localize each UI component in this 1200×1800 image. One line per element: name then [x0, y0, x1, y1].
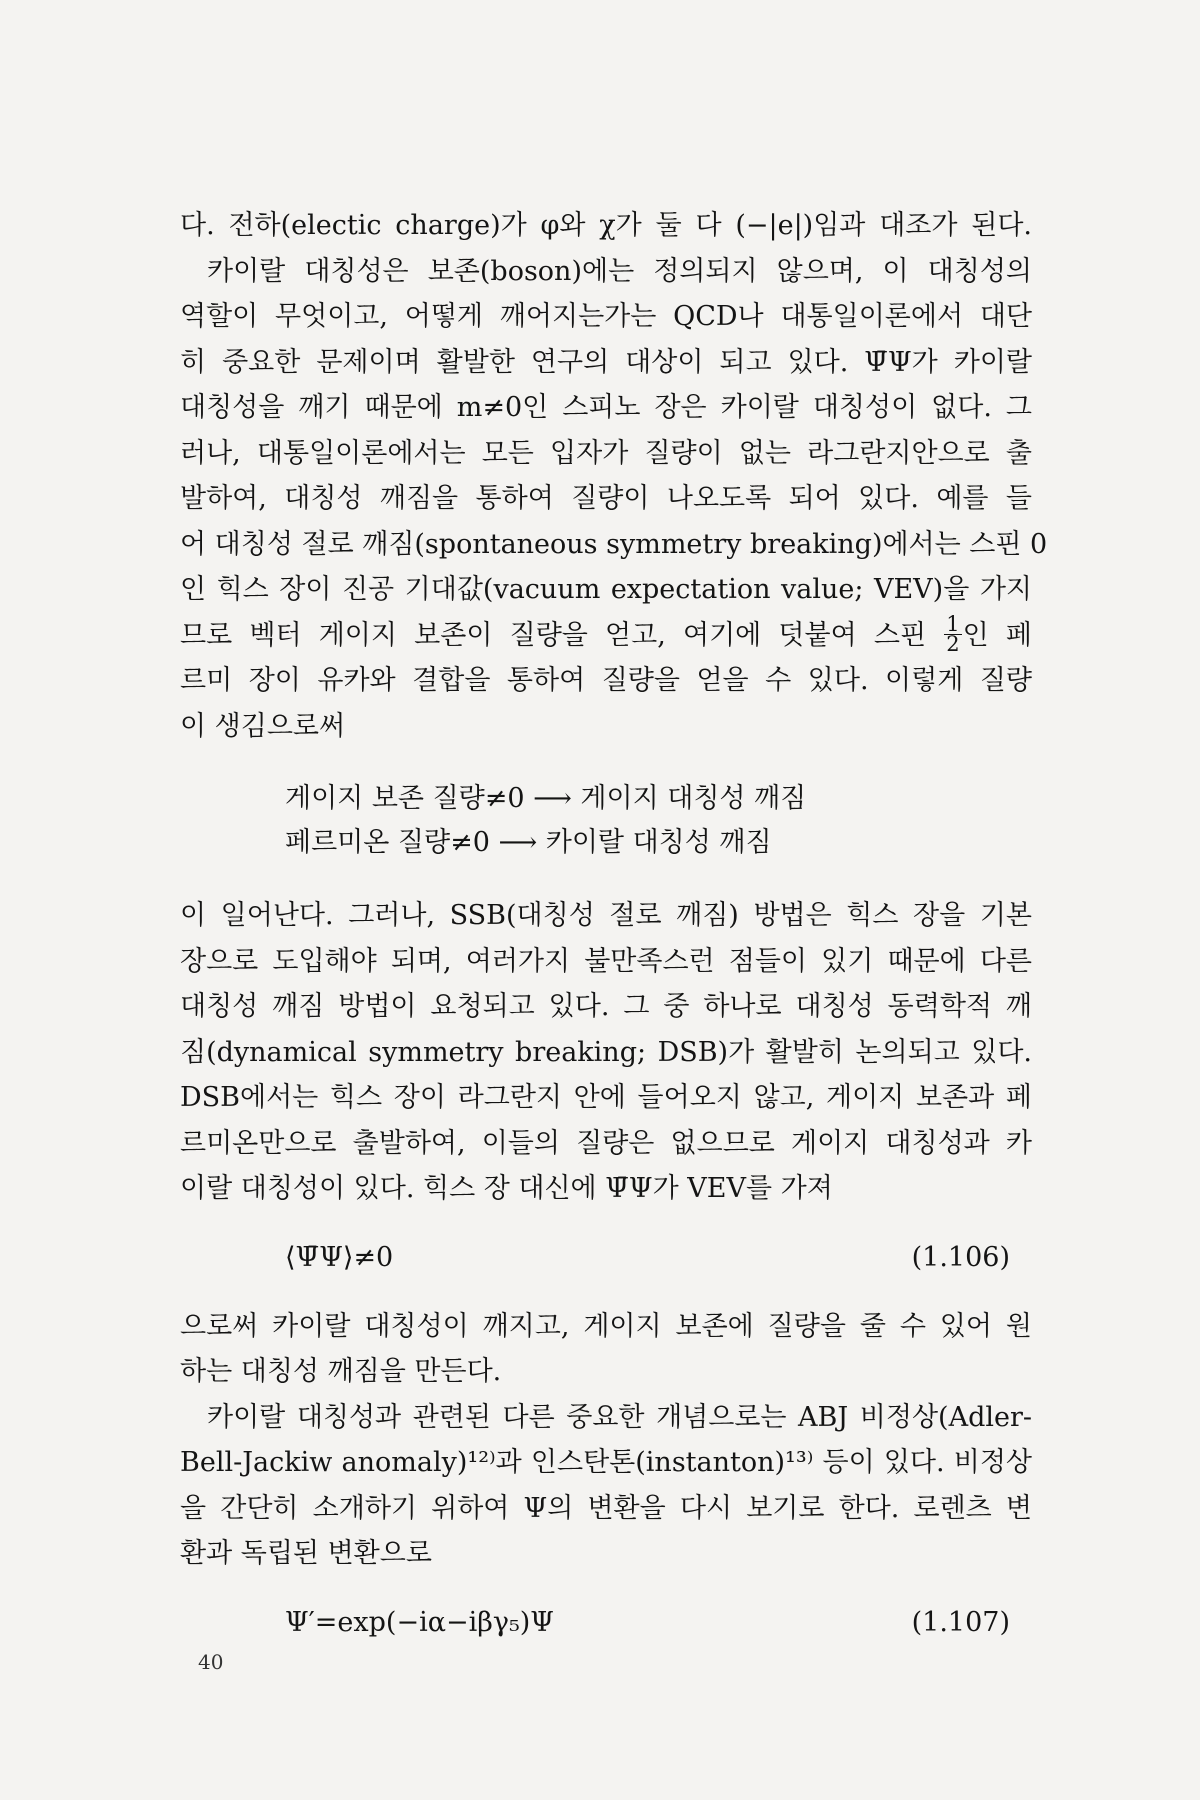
text-segment: 므로 벡터 게이지 보존이 질량을 얻고, 여기에 덧붙여 스핀 [180, 619, 927, 651]
text-line: 다. 전하(electic charge)가 φ와 χ가 둘 다 (−|e|)임과 대조가 된다. [180, 210, 1032, 241]
fraction-one-half [944, 611, 961, 656]
equation-group [180, 749, 1032, 893]
text-line: 카이랄 대칭성과 관련된 다른 중요한 개념으로는 ABJ 비정상(Adler- [207, 1401, 1032, 1433]
paragraph-2 [180, 893, 1032, 1212]
fraction-numerator: 1 [946, 611, 960, 636]
fraction-denominator: 2 [946, 631, 960, 656]
text-line: 환과 독립된 변환으로 [180, 1538, 432, 1569]
text-line: 역할이 무엇이고, 어떻게 깨어지는가는 QCD나 대통일이론에서 대단 [180, 301, 1032, 332]
text-line: 대칭성을 깨기 때문에 m≠0인 스피노 장은 카이랄 대칭성이 없다. 그 [180, 392, 1032, 423]
text-line: 히 중요한 문제이며 활발한 연구의 대상이 되고 있다. Ψ̄Ψ가 카이랄 [180, 346, 1032, 378]
text-line: Bell-Jackiw anomaly)¹²⁾과 인스탄톤(instanton)¹³⁾ 등이 있다. 비정상 [180, 1447, 1032, 1478]
equation-math: Ψ′=exp(−iα−iβγ₅)Ψ [285, 1606, 554, 1638]
equation-number: (1.106) [911, 1241, 1010, 1273]
text-line-with-fraction [180, 613, 1032, 659]
equation-line: 게이지 보존 질량≠0 ⟶ 게이지 대칭성 깨짐 [285, 783, 807, 814]
text-line: 이랄 대칭성이 있다. 힉스 장 대신에 Ψ̄Ψ가 VEV를 가져 [180, 1173, 833, 1204]
text-line: 으로써 카이랄 대칭성이 깨지고, 게이지 보존에 질량을 줄 수 있어 원 [180, 1310, 1032, 1342]
text-line: 장으로 도입해야 되며, 여러가지 불만족스런 점들이 있기 때문에 다른 [180, 945, 1032, 977]
text-line: 인 힉스 장이 진공 기대값(vacuum expectation value; VEV)을 가지 [180, 574, 1032, 605]
paragraph-4 [180, 1395, 1032, 1577]
text-line: 을 간단히 소개하기 위하여 Ψ의 변환을 다시 보기로 한다. 로렌츠 변 [180, 1492, 1032, 1524]
text-line: DSB에서는 힉스 장이 라그란지 안에 들어오지 않고, 게이지 보존과 페 [180, 1082, 1032, 1113]
equation-line: 페르미온 질량≠0 ⟶ 카이랄 대칭성 깨짐 [285, 827, 772, 858]
equation-1-106 [180, 1236, 1032, 1280]
text-line: 하는 대칭성 깨짐을 만든다. [180, 1356, 502, 1387]
text-line: 러나, 대통일이론에서는 모든 입자가 질량이 없는 라그란지안으로 출 [180, 437, 1032, 469]
text-line: 이 생김으로써 [180, 710, 346, 742]
text-line: 어 대칭성 절로 깨짐(spontaneous symmetry breaking)에서는 스핀 0 [180, 528, 1048, 560]
equation-number: (1.107) [911, 1606, 1010, 1638]
text-line: 르미온만으로 출발하여, 이들의 질량은 없으므로 게이지 대칭성과 카 [180, 1127, 1032, 1159]
text-line: 발하여, 대칭성 깨짐을 통하여 질량이 나오도록 되어 있다. 예를 들 [180, 483, 1032, 514]
page-number: 40 [198, 1650, 224, 1674]
paragraph-1 [180, 203, 1048, 749]
text-line: 대칭성 깨짐 방법이 요청되고 있다. 그 중 하나로 대칭성 동력학적 깨 [180, 991, 1032, 1022]
text-line: 이 일어난다. 그러나, SSB(대칭성 절로 깨짐) 방법은 힉스 장을 기본 [180, 900, 1032, 931]
paragraph-3 [180, 1304, 1032, 1395]
text-line: 짐(dynamical symmetry breaking; DSB)가 활발히 논의되고 있다. [180, 1036, 1032, 1068]
text-segment: 인 페 [962, 619, 1032, 651]
page-body [180, 203, 1048, 1669]
text-line: 르미 장이 유카와 결합을 통하여 질량을 얻을 수 있다. 이렇게 질량 [180, 665, 1032, 696]
equation-1-107 [180, 1601, 1032, 1645]
equation-math: ⟨Ψ̄Ψ⟩≠0 [285, 1241, 394, 1273]
text-line: 카이랄 대칭성은 보존(boson)에는 정의되지 않으며, 이 대칭성의 [207, 255, 1032, 287]
